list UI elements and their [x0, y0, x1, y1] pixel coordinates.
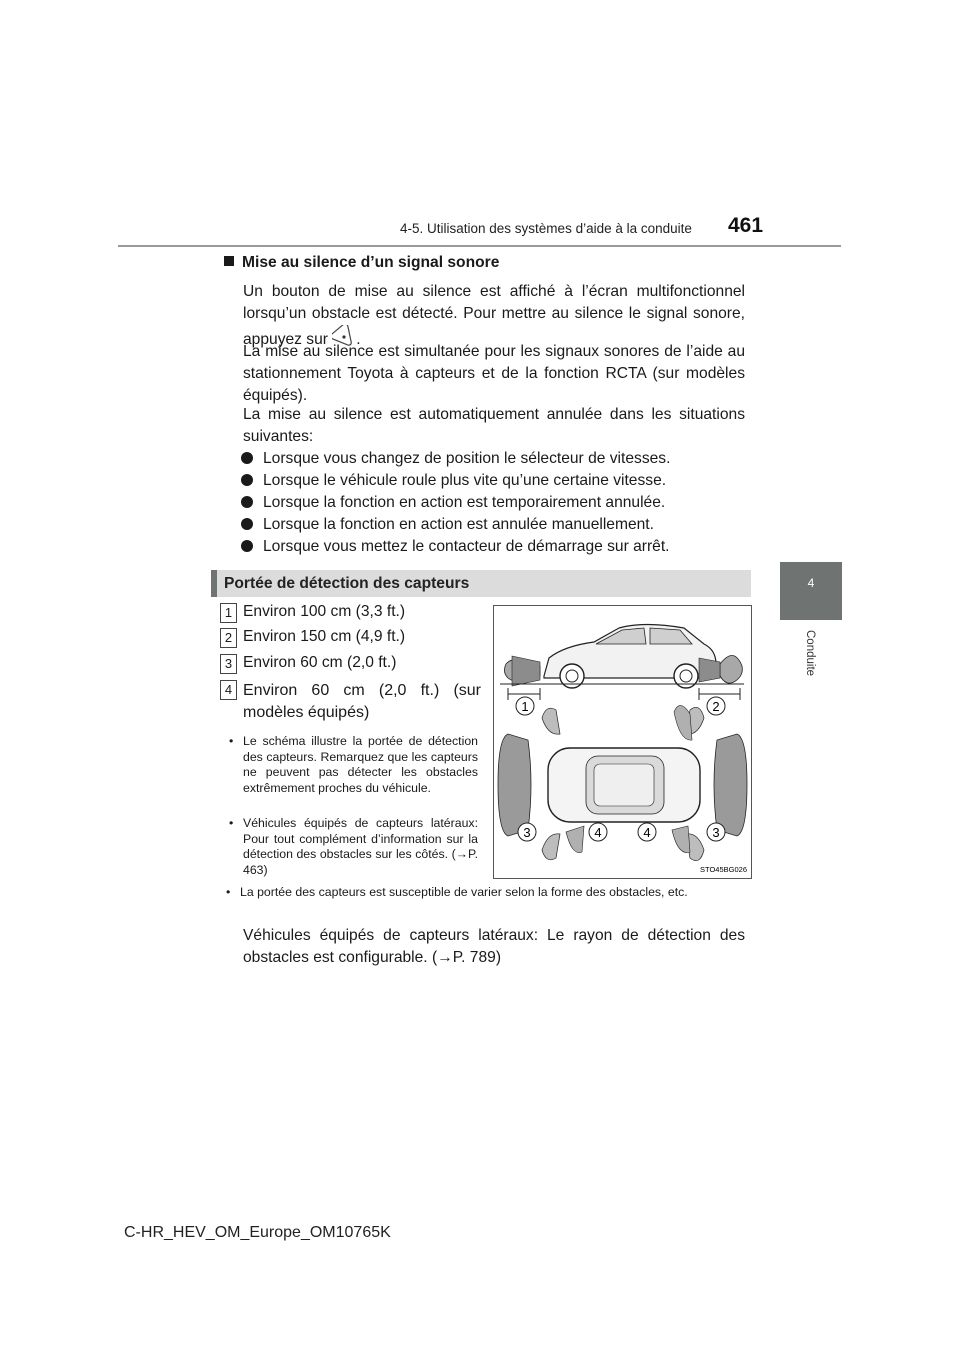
list-item — [241, 450, 751, 468]
mute-heading-text: Mise au silence d’un signal sonore — [242, 254, 500, 271]
list-item — [241, 472, 751, 490]
list-item-text: Lorsque le véhicule roule plus vite qu’une certaine vitesse. — [263, 472, 667, 489]
chapter-tab — [780, 562, 842, 620]
front-side-zone — [542, 708, 560, 734]
corner-zone — [566, 826, 584, 853]
figure-code: STO45BG026 — [700, 865, 747, 874]
list-item-text: Lorsque la fonction en action est annulée manuellement. — [263, 516, 654, 533]
range-item-2: Environ 150 cm (4,9 ft.) — [243, 628, 406, 645]
list-item — [241, 538, 751, 556]
note-1 — [229, 734, 478, 796]
note-bullet: • — [229, 816, 234, 830]
note-1-text: Le schéma illustre la portée de détection des capteurs. Remarquez que les capteurs ne peuvent pas détecter les obstacles extrêmement proches du véhicule. — [243, 734, 478, 795]
bullet-icon — [241, 518, 253, 530]
mute-paragraph-1-end: . — [356, 331, 361, 348]
list-item-text: Lorsque la fonction en action est temporairement annulée. — [263, 494, 666, 511]
list-item — [241, 516, 751, 534]
chapter-number: 4 — [807, 576, 815, 590]
note-bullet: • — [226, 885, 231, 899]
mute-paragraph-1-text: Un bouton de mise au silence est affiché à l’écran multifonctionnel lorsqu’un obstacle est détecté. Pour mettre au silence le signal sonore, appuyez sur — [243, 283, 745, 348]
square-bullet-icon — [224, 256, 234, 266]
section-title: Portée de détection des capteurs — [224, 575, 470, 592]
front-sensor-cone — [512, 656, 540, 686]
front-side-zone — [542, 834, 560, 860]
chapter-label: Conduite — [804, 630, 816, 677]
note-2-text: Véhicules équipés de capteurs latéraux: Pour tout complément d’information sur la détection des obstacles sur les côtés. (→P. 463) — [243, 816, 478, 877]
item-number: 3 — [220, 654, 237, 674]
note-bullet: • — [229, 734, 234, 748]
item-number: 2 — [220, 628, 237, 648]
rear-sensor-zone-top — [714, 734, 747, 836]
bullet-icon — [241, 474, 253, 486]
sensor-range-diagram — [494, 606, 751, 878]
mute-paragraph-2: La mise au silence est simultanée pour les signaux sonores de l’aide au stationnement Toyota à capteurs et de la fonction RCTA (sur modèles équipés). — [243, 343, 745, 404]
front-sensor-zone-top — [498, 734, 531, 836]
corner-zone — [672, 826, 690, 853]
item-number: 1 — [220, 603, 237, 623]
figure-label: 3 — [523, 825, 531, 840]
figure-label: 2 — [712, 699, 720, 714]
bullet-icon — [241, 540, 253, 552]
car-side-view — [544, 625, 716, 689]
document-id: C-HR_HEV_OM_Europe_OM10765K — [124, 1224, 391, 1241]
figure-label: 4 — [594, 825, 602, 840]
sensor-range-figure — [493, 605, 752, 879]
header-divider — [118, 245, 841, 247]
corner-zone — [674, 705, 692, 740]
page-number: 461 — [728, 214, 764, 237]
note-3 — [226, 885, 745, 901]
mute-heading — [224, 254, 499, 272]
range-item-4: Environ 60 cm (2,0 ft.) (sur modèles équipés) — [243, 682, 481, 721]
figure-label: 4 — [643, 825, 651, 840]
running-header: 4-5. Utilisation des systèmes d’aide à la conduite — [400, 221, 692, 236]
item-number: 4 — [220, 680, 237, 700]
figure-label: 3 — [712, 825, 720, 840]
mute-paragraph-3: La mise au silence est automatiquement annulée dans les situations suivantes: — [243, 406, 745, 445]
rear-sensor-zone — [720, 655, 742, 683]
bullet-icon — [241, 496, 253, 508]
list-item-text: Lorsque vous mettez le contacteur de démarrage sur arrêt. — [263, 538, 670, 555]
note-3-text: La portée des capteurs est susceptible de varier selon la forme des obstacles, etc. — [240, 885, 688, 899]
note-2 — [229, 816, 478, 878]
list-item — [241, 494, 751, 512]
section-bar-accent — [211, 570, 217, 597]
range-item-3: Environ 60 cm (2,0 ft.) — [243, 654, 397, 671]
figure-label: 1 — [521, 699, 529, 714]
rear-corner-zone — [699, 658, 720, 682]
bullet-icon — [241, 452, 253, 464]
range-item-1: Environ 100 cm (3,3 ft.) — [243, 603, 406, 620]
car-top-view — [548, 748, 700, 822]
configurable-range-paragraph: Véhicules équipés de capteurs latéraux: Le rayon de détection des obstacles est configurable. (→P. 789) — [243, 927, 745, 966]
list-item-text: Lorsque vous changez de position le sélecteur de vitesses. — [263, 450, 671, 467]
